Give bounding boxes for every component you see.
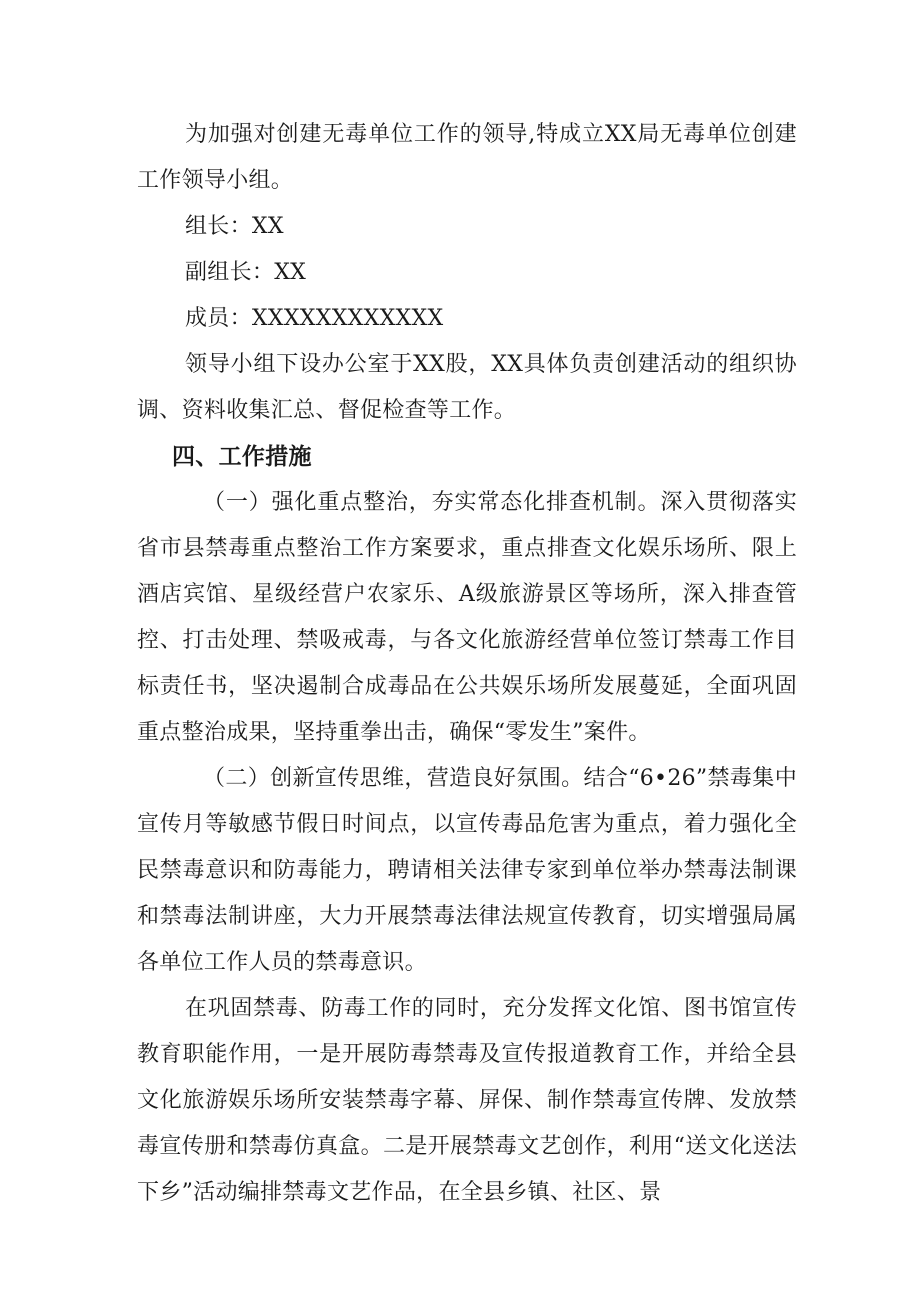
paragraph-deputy-leader: 副组长：XX	[185, 260, 307, 285]
paragraph-group-leader: 组长：XX	[185, 214, 284, 239]
section-heading: 四、工作措施	[172, 444, 312, 470]
paragraph-office: 领导小组下设办公室于XX股，XX具体负责创建活动的组织协调、资料收集汇总、督促检查等工作。	[137, 352, 797, 423]
paragraph-members: 成员：XXXXXXXXXXXX	[185, 306, 444, 331]
paragraph-leading-group: 为加强对创建无毒单位工作的领导,特成立XX局无毒单位创建工作领导小组。	[137, 122, 797, 193]
paragraph-measure-2: （二）创新宣传思维，营造良好氛围。结合“6•26”禁毒集中宣传月等敏感节假日时间点，以宣传毒品危害为重点，着力强化全民禁毒意识和防毒能力，聘请相关法律专家到单位举办禁毒法制课和禁毒法制讲座，大力开展禁毒法律法规宣传教育，切实增强局属各单位工作人员的禁毒意识。	[137, 766, 797, 975]
paragraph-measure-3: 在巩固禁毒、防毒工作的同时，充分发挥文化馆、图书馆宣传教育职能作用，一是开展防毒禁毒及宣传报道教育工作，并给全县文化旅游娱乐场所安装禁毒字幕、屏保、制作禁毒宣传牌、发放禁毒宣传册和禁毒仿真盒。二是开展禁毒文艺创作，利用“送文化送法下乡”活动编排禁毒文艺作品，在全县乡镇、社区、景	[137, 996, 797, 1205]
document-body	[137, 112, 797, 1216]
paragraph-measure-1: （一）强化重点整治，夯实常态化排查机制。深入贯彻落实省市县禁毒重点整治工作方案要求，重点排查文化娱乐场所、限上酒店宾馆、星级经营户农家乐、A级旅游景区等场所，深入排查管控、打击处理、禁吸戒毒，与各文化旅游经营单位签订禁毒工作目标责任书，坚决遏制合成毒品在公共娱乐场所发展蔓延，全面巩固重点整治成果，坚持重拳出击，确保“零发生”案件。	[137, 490, 797, 745]
